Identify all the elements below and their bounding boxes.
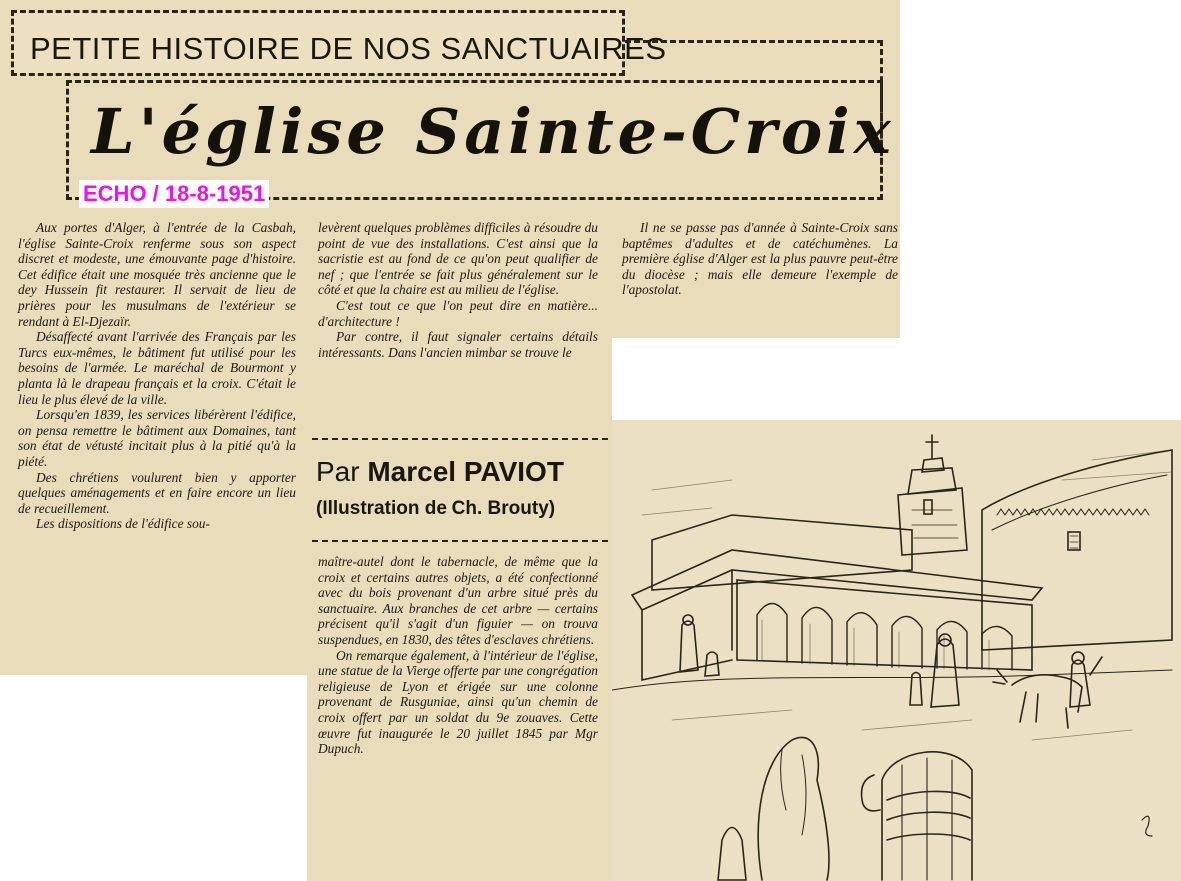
paragraph: Désaffecté avant l'arrivée des Français par les Turcs eux-mêmes, le bâtiment fut utilisé pour les besoins de l'armée. Le maréchal de Bourmont y planta là le drapeau français et la croix. C'était le lieu le plus élevé de la ville. xyxy=(18,329,296,407)
section-kicker-box xyxy=(11,10,667,76)
source-stamp: ECHO / 18-8-1951 xyxy=(79,180,269,208)
paragraph: C'est tout ce que l'on peut dire en matière... d'architecture ! xyxy=(318,297,598,329)
church-illustration xyxy=(612,420,1181,881)
paragraph: Lorsqu'en 1839, les services libérèrent l'édifice, on pensa remettre le bâtiment aux Domaines, tant son état de vétusté incitait plus à la pitié qu'à la piété. xyxy=(18,407,296,469)
article-column-1 xyxy=(18,220,296,532)
illustrator-name: Ch. Brouty xyxy=(451,498,549,519)
paragraph: On remarque également, à l'intérieur de l'église, une statue de la Vierge offerte par une congrégation religieuse de Lyon et érigée sur une colonne provenant de Rusguniae, ainsi qu'un chemin de croix offert par un soldat du 9e zouaves. Cette œuvre fut inaugurée le 20 juillet 1845 par Mgr Dupuch. xyxy=(318,647,598,757)
article-column-2-bottom xyxy=(318,554,598,757)
paragraph: Aux portes d'Alger, à l'entrée de la Casbah, l'église Sainte-Croix renferme sous son aspect discret et modeste, une émouvante page d'histoire. Cet édifice était une mosquée très ancienne que le dey Hussein fit restaurer. Il servait de lieu de prières pour les musulmans de l'extérieur se rendant à El-Djezaïr. xyxy=(18,220,296,329)
byline-prefix: Par xyxy=(316,456,360,487)
paragraph: Les dispositions de l'édifice sou- xyxy=(36,516,210,532)
byline xyxy=(316,456,564,488)
paragraph: Il ne se passe pas d'année à Sainte-Croix sans baptêmes d'adultes et de catéchumènes. La première église d'Alger est la plus pauvre peut-être du diocèse ; mais elle demeure l'exemple de l'apostolat. xyxy=(622,220,898,298)
section-kicker: PETITE HISTOIRE DE NOS SANCTUAIRES xyxy=(30,31,667,66)
article-column-3 xyxy=(622,220,898,298)
byline-box xyxy=(312,438,608,542)
decorative-border-top xyxy=(625,40,883,43)
headline: L'église Sainte-Croix xyxy=(91,95,895,168)
illustration-credit-suffix: ) xyxy=(548,498,556,519)
author-name: Marcel PAVIOT xyxy=(367,456,564,487)
paragraph: Des chrétiens voulurent bien y apporter quelques aménagements et en faire encore un lieu de recueillement. xyxy=(18,469,296,516)
article-column-2-top xyxy=(318,220,598,360)
illustration-credit-prefix: (Illustration de xyxy=(316,498,447,519)
paragraph: maître-autel dont le tabernacle, de même que la croix et certains autres objets, a été confectionné avec du bois provenant d'un arbre situé près du sanctuaire. Aux branches de cet arbre — certains précisent qu'il s'agit d'un figuier — on trouva suspendues, en 1830, des têtes d'esclaves chrétiens. xyxy=(318,554,598,647)
paragraph: Par contre, il faut signaler certains détails intéressants. Dans l'ancien mimbar se trouve le xyxy=(318,329,598,360)
paragraph: levèrent quelques problèmes difficiles à résoudre du point de vue des installations. C'est ainsi que la sacristie est au fond de ce qu'on peut qualifier de nef ; que l'entrée se fait plus généralement sur le côté et que la chaire est au milieu de l'église. xyxy=(318,220,598,298)
illustration-credit xyxy=(316,498,555,520)
